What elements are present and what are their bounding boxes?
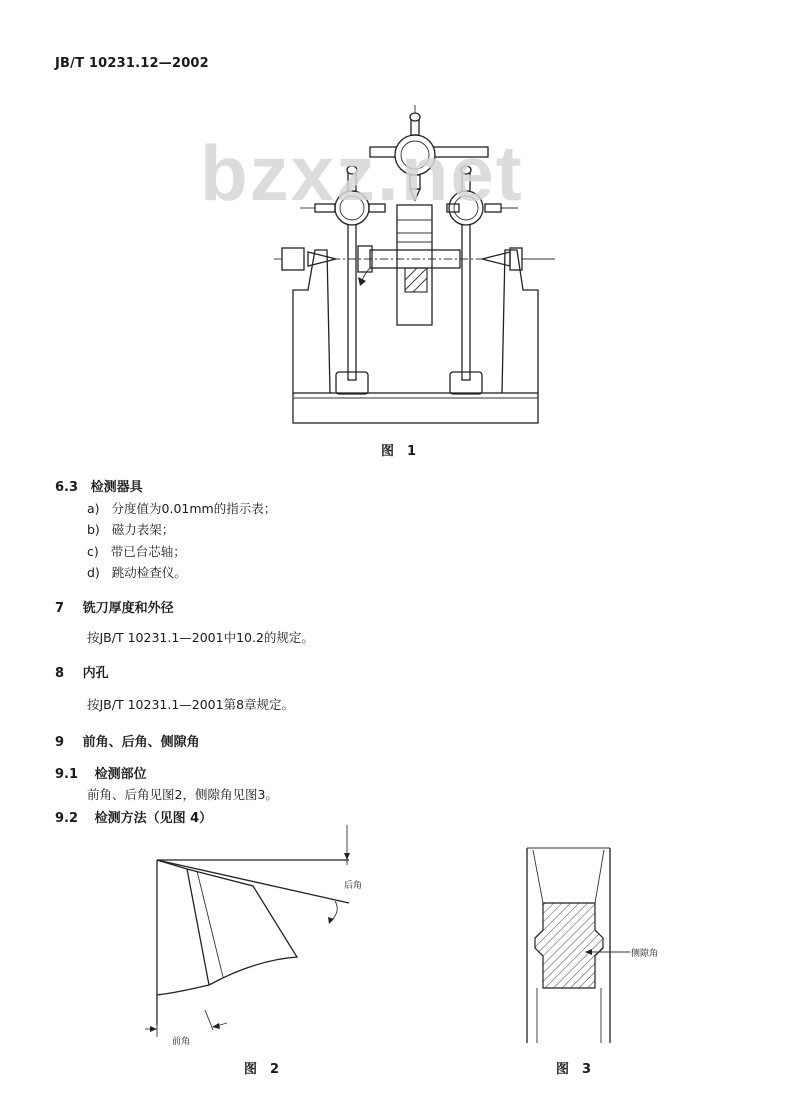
- list-marker: b): [87, 522, 100, 537]
- section-8-body: 按JB/T 10231.1—2001第8章规定。: [87, 697, 295, 712]
- list-marker: c): [87, 544, 99, 559]
- list-marker: a): [87, 501, 100, 516]
- section-number: 7: [55, 601, 65, 616]
- section-9-2-heading: [55, 807, 212, 826]
- list-marker: d): [87, 565, 100, 580]
- section-title: 内孔: [82, 666, 109, 681]
- list-text: 带已台芯轴；: [110, 544, 186, 559]
- figure-2-front-angle-label: 前角: [172, 1037, 191, 1047]
- list-item: [87, 499, 276, 517]
- figure-3-caption: 图 3: [556, 1062, 592, 1077]
- section-title: 前角、后角、侧隙角: [82, 735, 200, 750]
- section-title: 检测部位: [94, 767, 147, 782]
- section-number: 9.2: [55, 811, 79, 826]
- section-9-1-body: 前角、后角见图2，侧隙角见图3。: [87, 787, 278, 802]
- section-7-body: 按JB/T 10231.1—2001中10.2的规定。: [87, 630, 314, 645]
- section-number: 8: [55, 666, 65, 681]
- figure-2-caption: 图 2: [244, 1062, 280, 1077]
- list-item: [87, 563, 187, 581]
- list-text: 跳动检查仪。: [111, 565, 187, 580]
- figure-2-back-angle-label: 后角: [344, 881, 363, 891]
- section-9-1-heading: [55, 763, 147, 782]
- document-code-header: JB/T 10231.12—2002: [55, 56, 209, 71]
- list-text: 分度值为0.01mm的指示表；: [111, 501, 277, 516]
- section-title: 检测方法（见图 4）: [94, 811, 213, 826]
- figure-2-angle-drawing: [135, 825, 375, 1050]
- section-7-heading: [55, 597, 174, 616]
- list-item: [87, 520, 174, 538]
- figure-3-side-angle-label: 侧隙角: [631, 949, 659, 959]
- list-item: [87, 542, 186, 560]
- watermark-text: bzxz.net: [200, 129, 524, 217]
- section-number: 9: [55, 735, 65, 750]
- section-number: 9.1: [55, 767, 79, 782]
- section-number: 6.3: [55, 480, 79, 495]
- list-text: 磁力表架；: [111, 522, 175, 537]
- section-title: 检测器具: [90, 480, 143, 495]
- section-title: 铣刀厚度和外径: [82, 601, 174, 616]
- section-6-3-heading: [55, 476, 143, 495]
- section-9-heading: [55, 731, 200, 750]
- figure-1-caption: 图 1: [381, 444, 417, 459]
- section-8-heading: [55, 662, 109, 681]
